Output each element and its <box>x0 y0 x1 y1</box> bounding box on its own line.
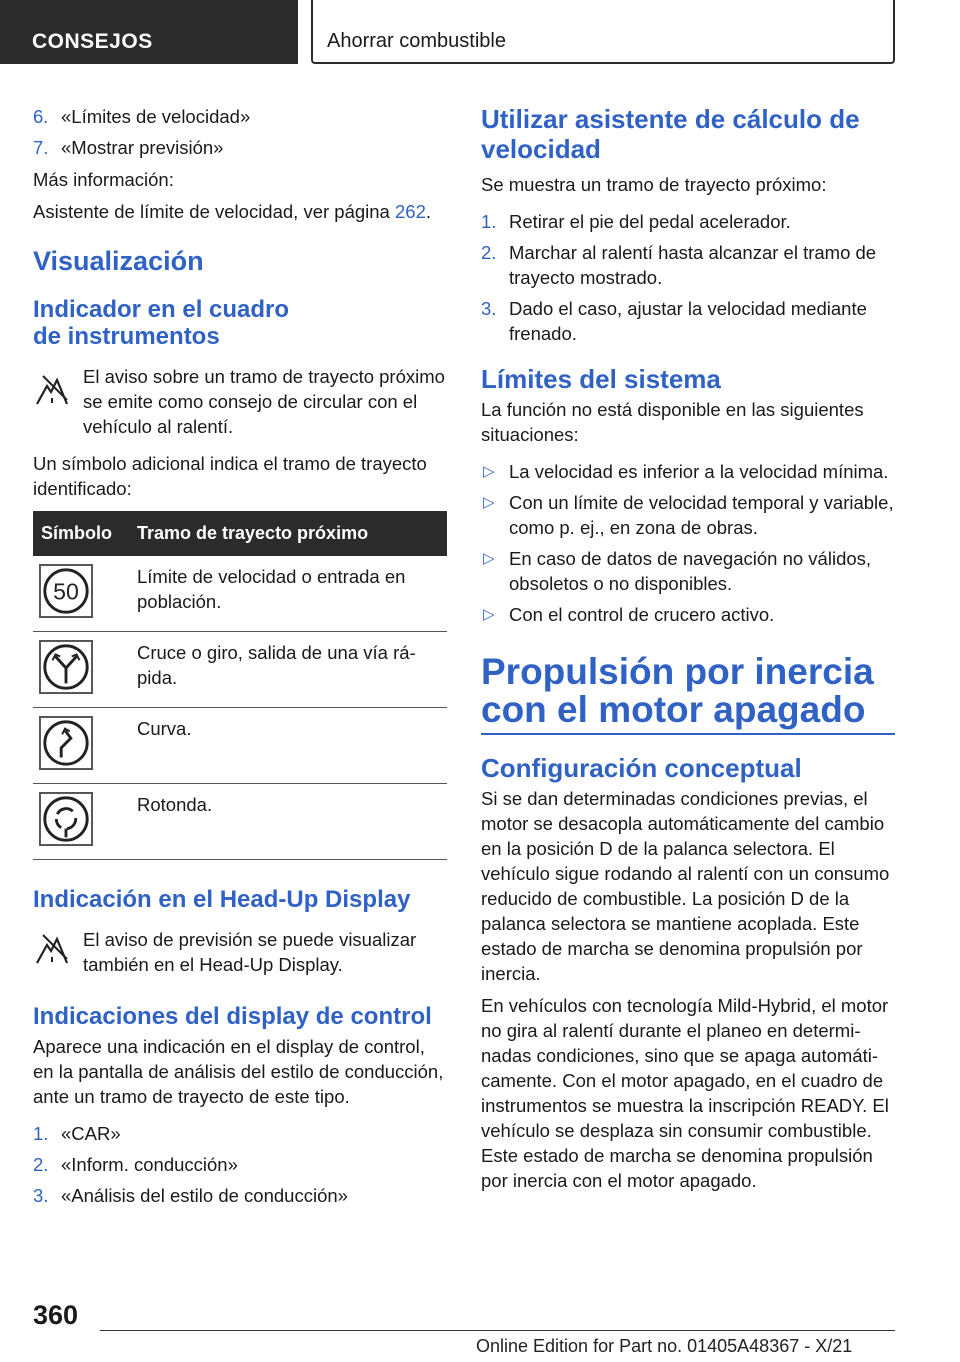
steps-list <box>481 209 895 346</box>
table-header-symbol: Símbolo <box>33 511 129 556</box>
note-hud: El aviso de previsión se puede visualizar también en el Head-Up Display. <box>33 927 447 977</box>
triangle-bullet-icon: ▷ <box>483 550 495 567</box>
heading-hud: Indicación en el Head-Up Display <box>33 886 411 913</box>
table-row <box>33 784 447 860</box>
header-title: Ahorrar combustible <box>327 30 506 52</box>
list-item: 7. «Mostrar previsión» <box>33 137 224 158</box>
page-number: 360 <box>33 1300 79 1330</box>
table-intro: Un símbolo adicional indica el tramo de trayecto identificado: <box>33 453 427 499</box>
right-column <box>481 104 895 1200</box>
page-reference-link[interactable]: 262 <box>395 201 426 222</box>
asistente-intro: Se muestra un tramo de trayecto próximo: <box>481 174 827 195</box>
list-item: ▷ En caso de datos de navegación no válidos, obsoletos o no disponibles. <box>483 548 872 594</box>
header-section-tab <box>0 0 298 64</box>
table-row <box>33 708 447 784</box>
heading-limites: Límites del sistema <box>481 364 721 394</box>
table-row <box>33 556 447 632</box>
heading-divider <box>481 733 895 735</box>
note-cuadro: El aviso sobre un tramo de trayecto próximo se emite como consejo de circular con el vehículo al ralentí. <box>33 364 447 439</box>
junction-exit-icon <box>39 640 93 694</box>
heading-propulsion: Propulsión por inercia con el motor apagado <box>481 651 874 730</box>
heading-display-control: Indicaciones del display de control <box>33 1003 432 1030</box>
footer-edition: Online Edition for Part no. 01405A48367 - X/21 <box>476 1336 853 1356</box>
triangle-bullet-icon: ▷ <box>483 463 495 480</box>
top-list <box>33 104 447 160</box>
footer-divider <box>100 1330 895 1331</box>
left-column <box>33 104 447 1215</box>
heading-asistente: Utilizar asistente de cálculo de velocidad <box>481 104 860 164</box>
heading-configuracion: Configuración conceptual <box>481 753 802 783</box>
list-item: 6. «Límites de velocidad» <box>33 106 251 127</box>
speed-limit-50-icon <box>39 564 93 618</box>
curve-icon <box>39 716 93 770</box>
page-reference: Asistente de límite de velocidad, ver página 262. <box>33 201 432 222</box>
list-item: 2. «Inform. conducción» <box>33 1154 238 1175</box>
table-cell: Cruce o giro, salida de una vía rápida. <box>129 632 447 708</box>
limits-list <box>481 459 895 627</box>
roundabout-icon <box>39 792 93 846</box>
road-hint-icon <box>33 372 71 410</box>
triangle-bullet-icon: ▷ <box>483 606 495 623</box>
list-item: 3. «Análisis del estilo de conducción» <box>33 1185 348 1206</box>
control-paragraph: Aparece una indicación en el display de control, en la pantalla de análisis del estilo de conducción, ante un tramo de trayecto de este tipo. <box>33 1036 444 1107</box>
header-title-box <box>311 0 895 64</box>
list-item: 2. Marchar al ralentí hasta alcanzar el tramo de trayecto mostrado. <box>481 242 877 288</box>
list-item: ▷ Con el control de crucero activo. <box>483 604 775 625</box>
triangle-bullet-icon: ▷ <box>483 494 495 511</box>
limites-intro: La función no está disponible en las siguientes situaciones: <box>481 399 864 445</box>
list-item: 1. «CAR» <box>33 1123 121 1144</box>
list-item: ▷ Con un límite de velocidad temporal y variable, como p. ej., en zona de obras. <box>483 492 894 538</box>
symbol-table <box>33 511 447 860</box>
list-item: 1. Retirar el pie del pedal acelerador. <box>481 211 791 232</box>
config-paragraph-1: Si se dan determinadas condiciones previas, el motor se desacopla automáticamente del cambio en la posición D de la palanca selectora. El vehículo sigue rodando al ralentí con un consumo reducido de combustible. La posición D de la palanca selectora se mantiene acoplada. Este estado de marcha se denomina propulsión por inercia. <box>481 788 890 984</box>
more-info-label: Más información: <box>33 169 174 190</box>
table-row <box>33 632 447 708</box>
table-cell: Rotonda. <box>129 784 447 860</box>
heading-indicador: Indicador en el cuadro de instrumentos <box>33 296 290 350</box>
heading-visualizacion: Visualización <box>33 246 204 276</box>
table-header-section: Tramo de trayecto próximo <box>129 511 447 556</box>
bottom-list <box>33 1121 447 1208</box>
svg-text:50: 50 <box>53 578 79 605</box>
table-cell: Límite de velocidad o entrada en población. <box>129 556 447 632</box>
road-hint-icon <box>33 931 71 969</box>
list-item: ▷ La velocidad es inferior a la velocidad mínima. <box>483 461 889 482</box>
config-paragraph-2: En vehículos con tecnología Mild-Hybrid, el motor no gira al ralentí durante el planeo en determinadas condiciones, sino que se apaga automáticamente. Con el motor apagado, en el cuadro de instrumentos se muestra la inscripción READY. El vehículo se desplaza sin consumir combustible. Este estado de marcha se denomina propulsión por inercia con el motor apagado. <box>481 995 889 1191</box>
list-item: 3. Dado el caso, ajustar la velocidad mediante frenado. <box>481 298 867 344</box>
header-section-label: CONSEJOS <box>32 30 153 53</box>
table-cell: Curva. <box>129 708 447 784</box>
